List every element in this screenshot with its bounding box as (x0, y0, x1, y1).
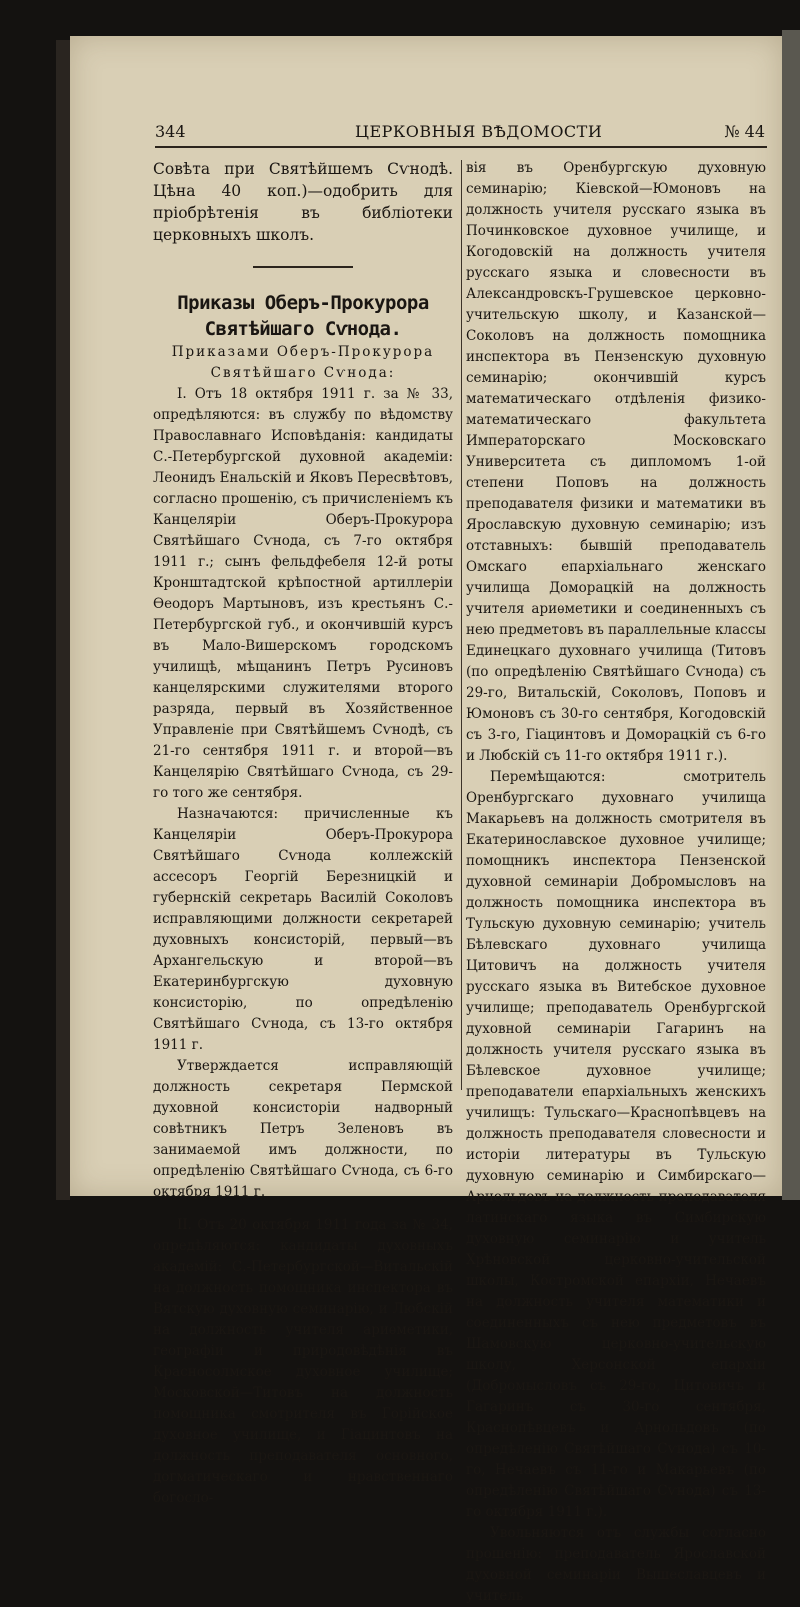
intro-text: Совѣта при Святѣйшемъ Сѵнодѣ. Цѣна 40 коп.)—одобрить для пріобрѣтенія въ библіотеки церковныхъ школъ. (153, 160, 453, 244)
paragraph-appointments: Назначаются: причисленные къ Канцеляріи Оберъ-Прокурора Святѣйшаго Сѵнода коллежскій ассесоръ Георгій Березницкій и губернскій секретарь Василій Соколовъ исправляющими должности секретарей духовныхъ консисторій, первый—въ Архангельскую и второй—въ Екатеринбургскую духовную консисторію, по опредѣленію Святѣйшаго Сѵнода, съ 13-го октября 1911 г. (153, 806, 453, 1053)
left-column (153, 158, 453, 1509)
paragraph-order-33: I. Отъ 18 октября 1911 г. за № 33, опредѣляются: въ службу по вѣдомству Православнаго Исповѣданія: кандидаты С.-Петербургской духовной академіи: Леонидъ Енальскій и Яковъ Пересвѣтовъ, согласно прошенію, съ причисленіемъ къ Канцеляріи Оберъ-Прокурора Святѣйшаго Сѵнода, съ 7-го октября 1911 г.; сынъ фельдфебеля 12-й роты Кронштадтской крѣпостной артиллеріи Ѳеодоръ Мартыновъ, изъ крестьянъ С.-Петербургской губ., и окончившій курсъ въ Мало-Вишерскомъ городскомъ училищѣ, мѣщанинъ Петръ Русиновъ канцелярскими служителями второго разряда, первый въ Хозяйственное Управленіе при Святѣйшемъ Сѵнодѣ, съ 21-го сентября 1911 г. и второй—въ Канцелярію Святѣйшаго Сѵнода, съ 29-го того же сентября. (153, 386, 454, 801)
journal-title: ЦЕРКОВНЫЯ ВѢДОМОСТИ (355, 122, 603, 141)
page-number: 344 (155, 122, 186, 141)
issue-number: № 44 (724, 122, 765, 141)
section-title: Приказы Оберъ-Прокурора Святѣйшаго Сѵнода. (177, 292, 429, 340)
paragraph-dismissals: Увольняются отъ службы согласно прошенію: преподаватель Ярославской духовной семинаріи Вышеславцевъ и учитель (466, 1525, 766, 1604)
right-column (466, 158, 766, 1607)
header-rule (155, 146, 767, 148)
paragraph-continuation: вія въ Оренбургскую духовную семинарію; Кіевской—Юмоновъ на должность учителя русскаго языка въ Починковское духовное училище, и Когодовскій на должность учителя русскаго языка и словесности въ Александровскъ-Грушевское церковно-учительскую школу, и Казанской—Соколовъ на должность помощника инспектора въ Пензенскую духовную семинарію; окончившій курсъ математическаго отдѣленія физико-математическаго факультета Императорскаго Московскаго Университета съ дипломомъ 1-ой степени Поповъ на должность преподавателя физики и математики въ Ярославскую духовную семинарію; изъ отставныхъ: бывшій преподаватель Омскаго епархіальнаго женскаго училища Доморацкій на должность учителя ариѳметики и соединенныхъ съ нею предметовъ въ параллельные классы Единецкаго духовнаго училища (Титовъ (по опредѣленію Святѣйшаго Сѵнода) съ 29-го, Витальскій, Соколовъ, Поповъ и Юмоновъ съ 30-го сентября, Когодовскій съ 3-го, Гіацинтовъ и Доморацкій съ 6-го и Любскій съ 11-го октября 1911 г.). (466, 160, 766, 764)
paragraph-transfers: Перемѣщаются: смотритель Оренбургскаго духовнаго училища Макарьевъ на должность смотрителя въ Екатеринославское духовное училище; помощникъ инспектора Пензенской духовной семинаріи Добромысловъ на должность помощника инспектора въ Тульскую духовную семинарію; учитель Бѣлевскаго духовнаго училища Цитовичъ на должность учителя русскаго языка въ Витебское духовное училище; преподаватель Оренбургской духовной семинаріи Гагаринъ на должность учителя русскаго языка въ Бѣлевское духовное училище; преподаватели епархіальныхъ женскихъ училищъ: Тульскаго—Краснопѣвцевъ на должность преподавателя словесности и исторіи литературы въ Тульскую духовную семинарію и Симбирскаго—Арнольдовъ на должность преподавателя латинскаго языка въ Симбирскую духовную семинарію и учитель Хрѣновской церковно-учительской школы, Костромской епархіи, Нечаевъ на должность учителя математики и соединенныхъ съ нею предметовъ въ Шамовскую церковно-учительскую школу, Херсонской епархіи (Добромысловъ съ 29-го, Цитовичъ и Гагаринъ съ 30-го сентября, Краснопѣвцевъ и Арнольдовъ (по опредѣленію Святѣйшаго Сѵнода) съ 10-го, Нечаевъ съ 11-го и Макарьевъ (по опредѣленію Святѣйшаго Сѵнода) съ 13-го октября 1911 г.). (466, 769, 766, 1520)
scan-background-strip (782, 30, 800, 1200)
column-divider (461, 160, 462, 1090)
book-binding-edge (56, 40, 70, 1200)
paragraph-confirmation: Утверждается исправляющій должность секретаря Пермской духовной консисторіи надворный совѣтникъ Петръ Зеленовъ въ занимаемой имъ должности, по опредѣленію Святѣйшаго Сѵнода, съ 6-го октября 1911 г. (153, 1058, 453, 1200)
running-header (155, 118, 765, 142)
paragraph-order-34: II. Отъ 20 октября 1911 года за № 34, опредѣляются: кандидаты духовныхъ академій: С.-Петербургской—Витальскій на должность помощника инспектора въ Вятскую духовную семинарію, и Любскій на должность учителя ариѳметики, географіи и природовѣдѣнія въ Красносолмское духовное училище; Московской—Титовъ на должность помощника смотрителя въ Горійское духовное училище, и Гіацинтовъ на должность преподавателя основного, догматическаго и нравственнаго богосло- (153, 1217, 453, 1506)
subheading: Приказами Оберъ-Прокурора Святѣйшаго Сѵнода: (171, 344, 435, 381)
section-separator (253, 266, 353, 268)
